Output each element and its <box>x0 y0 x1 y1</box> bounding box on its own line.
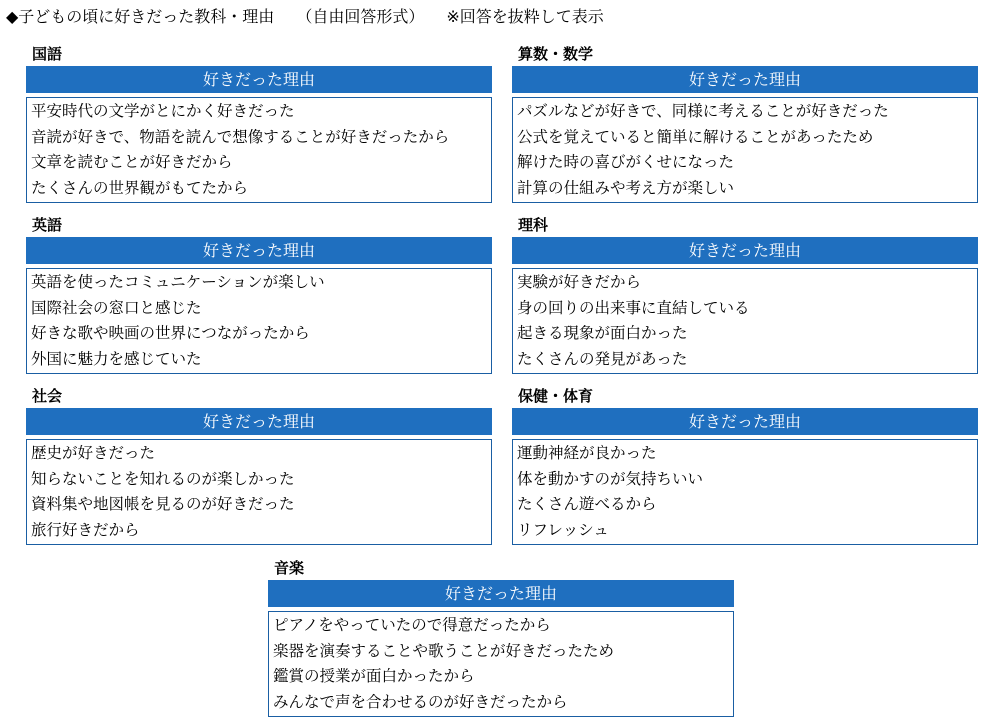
subject-block-kokugo <box>26 44 492 203</box>
reason-item: 国際社会の窓口と感じた <box>31 298 202 317</box>
reason-list <box>26 97 492 203</box>
reason-header: 好きだった理由 <box>26 237 492 264</box>
reason-item: 外国に魅力を感じていた <box>31 349 202 368</box>
subject-name: 英語 <box>32 216 63 234</box>
reason-item: たくさんの発見があった <box>517 349 688 368</box>
reason-header: 好きだった理由 <box>26 66 492 93</box>
reason-item: 身の回りの出来事に直結している <box>517 298 750 317</box>
title-format: （自由回答形式） <box>296 7 425 26</box>
reason-item: 平安時代の文学がとにかく好きだった <box>31 102 295 120</box>
reason-item: ピアノをやっていたので得意だったから <box>273 616 551 634</box>
reason-item: パズルなどが好きで、同様に考えることが好きだった <box>517 102 889 120</box>
reason-list <box>26 439 492 545</box>
subject-name: 理科 <box>518 216 549 234</box>
reason-item: 運動神経が良かった <box>517 444 657 462</box>
subject-name: 社会 <box>32 387 63 405</box>
reason-item: 好きな歌や映画の世界につながったから <box>31 324 310 342</box>
reason-item: たくさんの世界観がもてたから <box>31 178 249 197</box>
reason-item: 実験が好きだから <box>517 273 642 291</box>
reason-header: 好きだった理由 <box>268 580 734 607</box>
reason-header: 好きだった理由 <box>512 408 978 435</box>
reason-item: 起きる現象が面白かった <box>517 324 688 342</box>
reason-item: 知らないことを知れるのが楽しかった <box>31 469 295 488</box>
reason-item: リフレッシュ <box>517 520 609 539</box>
reason-list <box>512 97 978 203</box>
subject-name: 保健・体育 <box>518 387 594 405</box>
subject-name: 音楽 <box>274 559 305 577</box>
title-note: ※回答を抜粋して表示 <box>446 7 604 26</box>
reason-item: みんなで声を合わせるのが好きだったから <box>273 692 568 711</box>
reason-item: 歴史が好きだった <box>31 444 156 462</box>
subject-block-english <box>26 215 492 374</box>
reason-item: 資料集や地図帳を見るのが好きだった <box>31 495 295 513</box>
reason-item: 英語を使ったコミュニケーションが楽しい <box>31 273 325 291</box>
reason-item: 音読が好きで、物語を読んで想像することが好きだったから <box>31 127 450 146</box>
subject-block-math <box>512 44 978 203</box>
reason-list <box>512 439 978 545</box>
reason-header: 好きだった理由 <box>512 66 978 93</box>
reason-header: 好きだった理由 <box>26 408 492 435</box>
reason-list <box>26 268 492 374</box>
reason-item: 楽器を演奏することや歌うことが好きだったため <box>273 641 615 660</box>
reason-item: 鑑賞の授業が面白かったから <box>273 667 475 685</box>
reason-item: 旅行好きだから <box>31 520 140 539</box>
reason-item: たくさん遊べるから <box>517 495 657 513</box>
reason-item: 文章を読むことが好きだから <box>31 153 233 171</box>
title-main: ◆子どもの頃に好きだった教科・理由 <box>6 7 275 26</box>
reason-item: 解けた時の喜びがくせになった <box>517 153 735 171</box>
reason-list <box>512 268 978 374</box>
subject-block-music <box>268 558 734 717</box>
subject-block-pe <box>512 386 978 545</box>
reason-header: 好きだった理由 <box>512 237 978 264</box>
reason-item: 計算の仕組みや考え方が楽しい <box>517 178 735 197</box>
reason-item: 公式を覚えていると簡単に解けることがあったため <box>517 127 874 146</box>
page-title <box>6 6 604 28</box>
reason-list <box>268 611 734 717</box>
subject-block-social <box>26 386 492 545</box>
reason-item: 体を動かすのが気持ちいい <box>517 469 704 488</box>
subject-block-science <box>512 215 978 374</box>
subject-name: 算数・数学 <box>518 45 594 63</box>
subject-name: 国語 <box>32 45 63 63</box>
